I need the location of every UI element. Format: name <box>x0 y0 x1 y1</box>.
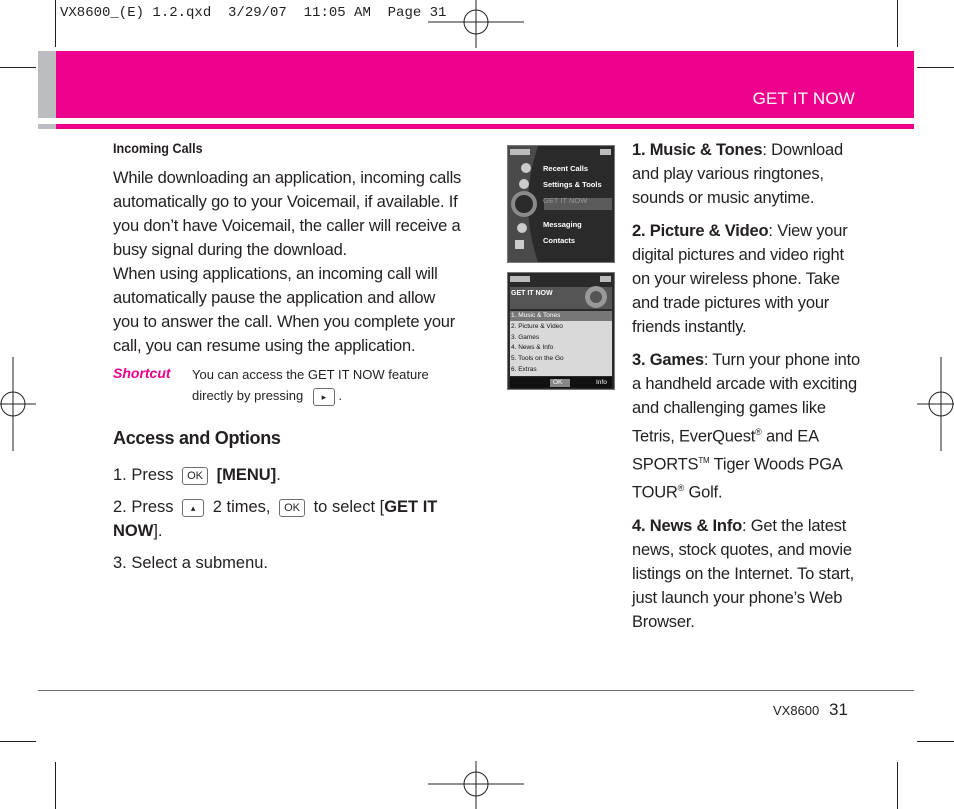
softkey-ok: OK <box>553 379 563 386</box>
shortcut-label: Shortcut <box>113 365 171 381</box>
crop-mark <box>55 0 56 47</box>
crop-mark <box>0 67 36 68</box>
menu-item-contacts: Contacts <box>543 236 576 245</box>
get-it-now-list <box>511 311 564 376</box>
registration-mark-top <box>428 0 524 50</box>
print-slug: VX8600_(E) 1.2.qxd 3/29/07 11:05 AM Page 31 <box>60 5 447 21</box>
get-it-now-screen-title: GET IT NOW <box>511 290 553 297</box>
footer-rule <box>38 690 914 691</box>
shortcut-end: . <box>338 388 343 403</box>
crop-mark <box>917 741 954 742</box>
phone-screen-main-menu <box>507 145 615 263</box>
section-title: GET IT NOW <box>752 89 855 108</box>
list-item-games: 3. Games <box>511 333 540 341</box>
list-item-music: 1. Music & Tones <box>511 312 561 319</box>
item-3-text-c: Tiger Woods PGA TOUR <box>632 455 842 502</box>
incoming-paragraph-2: When using applications, an incoming call will automatically pause the application and allow you to answer the call. When you complete your call, you can resume using the application. <box>113 265 456 355</box>
incoming-paragraph-1: While downloading an application, incoming calls automatically go to your Voicemail, if available. If you don’t have Voicemail, the caller will receive a busy signal during the download. <box>113 169 462 259</box>
step-2-end: ]. <box>153 522 163 540</box>
header-band-gray <box>38 51 56 118</box>
registered-mark: ® <box>677 483 685 493</box>
item-3-text-a: : Turn your phone into a handheld arcade with exciting and challenging games like Tetris, EverQuest <box>632 351 860 446</box>
menu-label: [MENU] <box>216 466 277 484</box>
shortcut-line-1: You can access the GET IT NOW feature <box>192 367 429 382</box>
footer-model: VX8600 <box>773 703 820 718</box>
ok-key-icon: OK <box>279 499 305 517</box>
trademark-mark: TM <box>698 455 710 465</box>
phone-screen-get-it-now <box>507 272 615 390</box>
header-rule <box>56 124 914 129</box>
softkey-info: Info <box>596 379 607 386</box>
step-2 <box>113 495 463 543</box>
item-1-title: 1. Music & Tones <box>632 141 763 159</box>
left-column <box>113 140 463 583</box>
shortcut-text <box>192 364 429 406</box>
crop-mark <box>0 741 36 742</box>
step-1-end: . <box>276 466 281 484</box>
list-item-news: 4. News & Info <box>511 344 554 352</box>
shortcut-note <box>113 364 463 406</box>
list-item-extras: 6. Extras <box>511 365 537 373</box>
crop-mark <box>917 67 954 68</box>
registration-mark-bottom <box>428 761 524 809</box>
menu-item-recent-calls: Recent Calls <box>543 164 589 173</box>
step-1-text: 1. Press <box>113 466 174 484</box>
step-2-post: to select [ <box>313 498 385 516</box>
registered-mark: ® <box>755 427 762 437</box>
list-item-picture: 2. Picture & Video <box>511 322 563 330</box>
registration-mark-left <box>0 357 36 451</box>
list-item-tools: 5. Tools on the Go <box>511 355 564 363</box>
step-2-text: 2. Press <box>113 498 174 516</box>
item-2-title: 2. Picture & Video <box>632 222 769 240</box>
item-3-text-d: Golf. <box>684 483 723 502</box>
up-arrow-key-icon: ▴ <box>182 499 204 517</box>
header-rule-gray <box>38 124 56 129</box>
step-1 <box>113 463 463 487</box>
crop-mark <box>897 0 898 47</box>
item-4-text: : Get the latest news, stock quotes, and movie listings on the Internet. To start, just launch your phone’s Web Browser. <box>632 516 854 631</box>
right-column <box>632 138 860 643</box>
crop-mark <box>897 762 898 809</box>
main-menu-list <box>543 161 602 249</box>
list-item-news-info <box>632 514 860 634</box>
list-item-games <box>632 348 860 505</box>
menu-item-messaging: Messaging <box>543 220 582 229</box>
item-1-text: : Download and play various ringtones, sounds or music anytime. <box>632 141 843 207</box>
list-item-picture-video <box>632 219 860 339</box>
shortcut-line-2-text: directly by pressing <box>192 388 304 403</box>
item-3-title: 3. Games <box>632 351 704 369</box>
ok-key-icon: OK <box>182 467 208 485</box>
item-4-title: 4. News & Info <box>632 516 742 535</box>
registration-mark-right <box>917 357 954 451</box>
page-number: 31 <box>829 700 848 719</box>
shortcut-line-2 <box>192 385 429 406</box>
crop-mark <box>55 762 56 809</box>
menu-item-settings: Settings & Tools <box>543 180 602 189</box>
item-3-text-b: and EA SPORTS <box>632 427 818 473</box>
menu-item-get-it-now: GET IT NOW <box>543 196 588 205</box>
access-options-heading: Access and Options <box>113 428 281 448</box>
step-2-mid: 2 times, <box>212 498 271 516</box>
right-arrow-key-icon: ▸ <box>313 388 335 406</box>
step-3: 3. Select a submenu. <box>113 554 269 572</box>
incoming-calls-heading: Incoming Calls <box>113 140 203 156</box>
item-2-text: : View your digital pictures and video right on your wireless phone. Take and trade pictures with your friends instantly. <box>632 222 848 336</box>
list-item-music-tones <box>632 138 860 210</box>
get-it-now-label: GET IT NOW <box>113 498 438 540</box>
